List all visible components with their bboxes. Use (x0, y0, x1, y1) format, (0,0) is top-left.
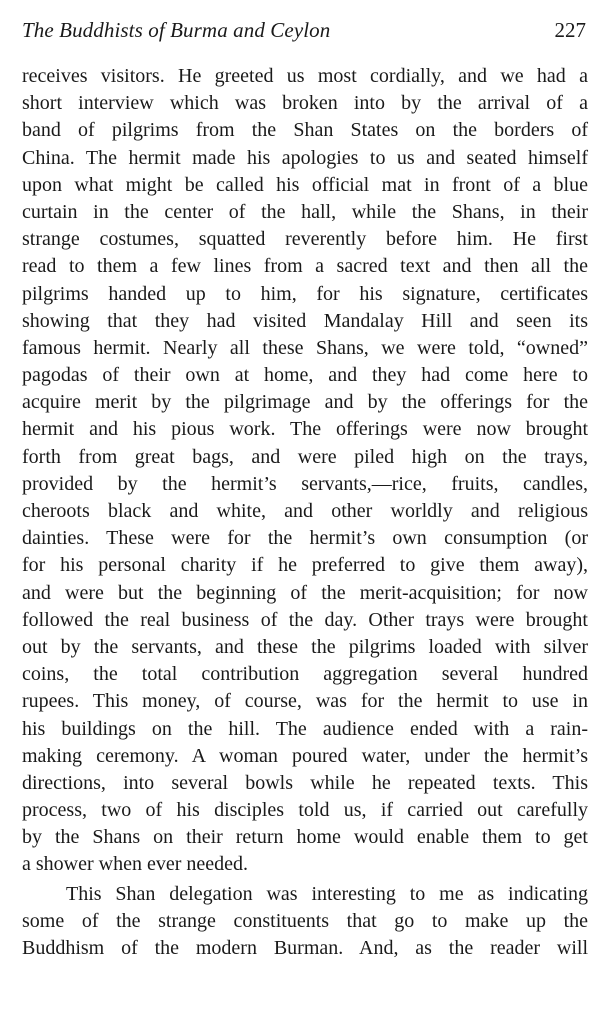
text-line: by the Shans on their return home would enable them to get (22, 826, 588, 849)
text-line: followed the real business of the day. Other trays were brought (22, 608, 588, 631)
page-number: 227 (554, 18, 586, 42)
text-line: strange costumes, squatted reverently before him. He first (22, 228, 588, 251)
text-line: cheroots black and white, and other worldly and religious (22, 500, 588, 522)
text-line: receives visitors. He greeted us most cordially, and we had a (22, 65, 588, 87)
text-line: upon what might be called his official mat in front of a blue (22, 173, 588, 196)
text-line: short interview which was broken into by the arrival of a (22, 92, 588, 115)
text-line: process, two of his disciples told us, if carried out carefully (22, 799, 588, 822)
text-line: provided by the hermit’s servants,—rice, fruits, candles, (22, 472, 588, 495)
text-line: coins, the total contribution aggregation several hundred (22, 663, 588, 686)
text-line: pagodas of their own at home, and they had come here to (22, 364, 588, 387)
text-line: directions, into several bowls while he repeated texts. This (22, 771, 588, 794)
text-line: curtain in the center of the hall, while the Shans, in their (22, 200, 588, 223)
text-line: This Shan delegation was interesting to me as indicating (66, 882, 588, 905)
text-line: out by the servants, and these the pilgrims loaded with silver (22, 635, 588, 658)
text-line: showing that they had visited Mandalay Hill and seen its (22, 309, 588, 332)
text-line: and were but the beginning of the merit-acquisition; for now (22, 581, 588, 604)
text-line: for his personal charity if he preferred to give them away), (22, 554, 588, 577)
text-line: dainties. These were for the hermit’s own consumption (or (22, 527, 588, 550)
text-line: his buildings on the hill. The audience ended with a rain- (22, 717, 588, 740)
text-line: hermit and his pious work. The offerings were now brought (22, 418, 588, 441)
text-line: rupees. This money, of course, was for the hermit to use in (22, 690, 588, 713)
text-line: band of pilgrims from the Shan States on the borders of (22, 119, 588, 142)
running-head (22, 18, 586, 50)
text-line: a shower when ever needed. (22, 853, 249, 876)
text-line: making ceremony. A woman poured water, under the hermit’s (22, 744, 588, 767)
running-title: The Buddhists of Burma and Ceylon (22, 18, 331, 42)
text-line: acquire merit by the pilgrimage and by the offerings for the (22, 391, 588, 414)
paragraph (22, 881, 588, 963)
text-line: some of the strange constituents that go to make up the (22, 909, 588, 932)
text-line: China. The hermit made his apologies to us and seated himself (22, 146, 588, 169)
paragraph (22, 63, 588, 879)
body-text (22, 63, 588, 962)
text-line: read to them a few lines from a sacred text and then all the (22, 255, 588, 278)
text-line: Buddhism of the modern Burman. And, as the reader will (22, 937, 588, 959)
text-line: forth from great bags, and were piled high on the trays, (22, 445, 588, 468)
text-line: pilgrims handed up to him, for his signature, certificates (22, 282, 588, 305)
text-line: famous hermit. Nearly all these Shans, we were told, “owned” (22, 336, 588, 359)
